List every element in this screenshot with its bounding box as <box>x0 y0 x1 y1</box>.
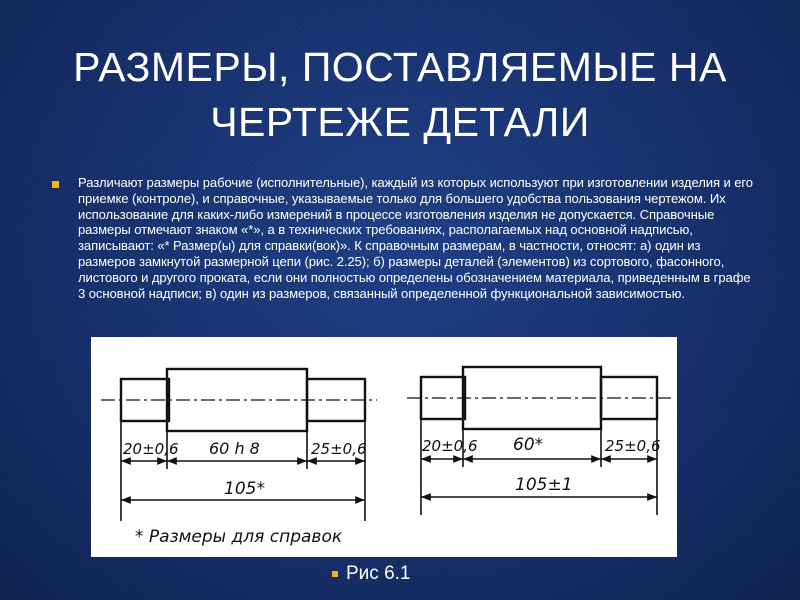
left-total-dim: 105* <box>224 479 265 499</box>
bullet-square-icon <box>52 181 59 188</box>
bullet-square-icon <box>332 571 338 577</box>
title-line-1: РАЗМЕРЫ, ПОСТАВЛЯЕМЫЕ НА <box>73 44 727 90</box>
right-total-dim: 105±1 <box>515 475 573 495</box>
right-dim-3: 25±0,6 <box>605 437 661 455</box>
right-dim-2: 60* <box>513 435 544 455</box>
left-dim-3: 25±0,6 <box>311 440 367 458</box>
left-dim-2: 60 h 8 <box>209 439 260 458</box>
right-dim-1: 20±0,6 <box>422 437 478 455</box>
body-text: Различают размеры рабочие (исполнительные), каждый из которых используют при изготовлении изделия и его приемке (контроле), и справочные, указываемые только для большего удобства пользования чертежом. Их использование для каких-либо измерений в процессе изготовления изделия не допускается. Справочные размеры отмечают знаком «*», а в технических требованиях, располагаемых над основной надписью, записывают: «* Размер(ы) для справки(вок)». К справочным размерам, в частности, относят: а) один из размеров замкнутой размерной цепи (рис. 2.25); б) размеры деталей (элементов) из сортового, фасонного, листового и другого проката, если они полностью определены обозначением материала, приведенным в графе 3 основной надписи; в) один из размеров, связанный определенной функциональной зависимостью. <box>78 175 753 301</box>
technical-drawing <box>91 337 677 557</box>
title-line-2: ЧЕРТЕЖЕ ДЕТАЛИ <box>210 99 590 145</box>
body-bullet <box>52 175 757 301</box>
figure-caption: Рис 6.1 <box>346 563 411 584</box>
reference-note: * Размеры для справок <box>135 527 343 547</box>
left-dim-1: 20±0,6 <box>123 440 179 458</box>
slide-title <box>40 40 760 150</box>
caption-bullet <box>346 563 410 585</box>
figure-drawing <box>91 337 677 557</box>
